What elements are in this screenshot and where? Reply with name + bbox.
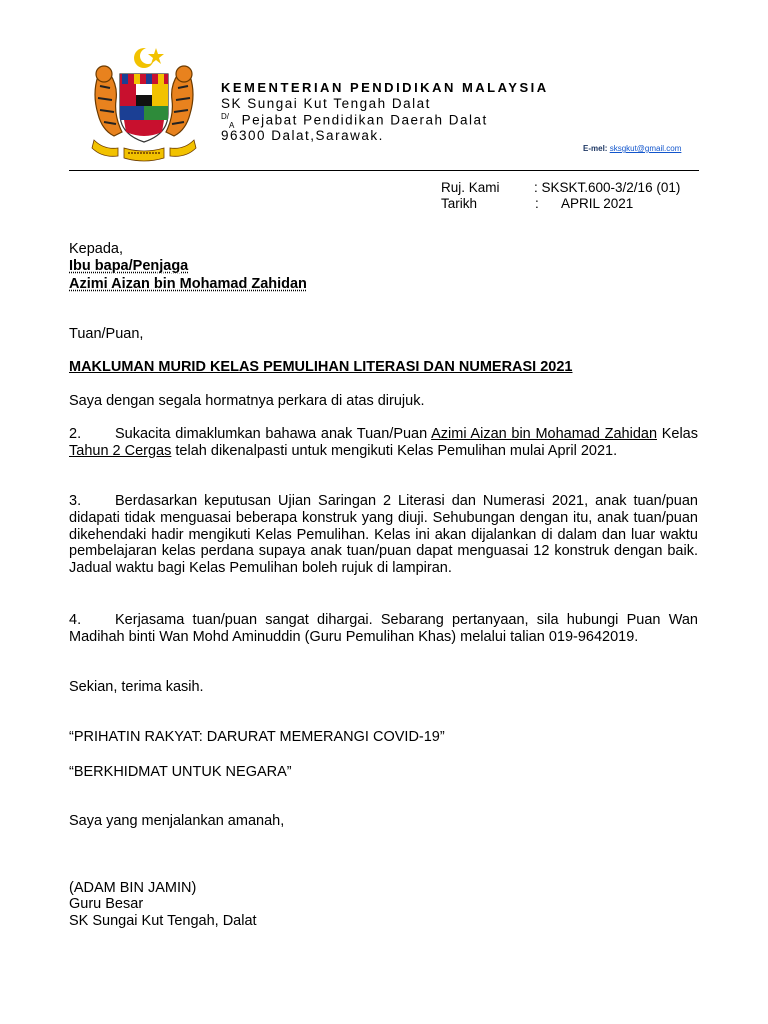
para-2-text-a: Sukacita dimaklumkan bahawa anak Tuan/Puan: [115, 426, 432, 442]
date-value: APRIL 2021: [561, 196, 634, 211]
paragraph-4: [69, 612, 698, 646]
para-3-number: 3.: [69, 493, 82, 509]
care-of-sub: A: [229, 121, 235, 131]
email-link[interactable]: sksgkut@gmail.com: [609, 144, 682, 153]
paragraph-1: Saya dengan segala hormatnya perkara di atas dirujuk.: [69, 393, 425, 409]
ruj-label: Ruj. Kami: [441, 180, 500, 195]
para-2-number: 2.: [69, 426, 82, 442]
email-label: E-mel:: [583, 144, 608, 153]
para-3-text: Berdasarkan keputusan Ujian Saringan 2 Literasi dan Numerasi 2021, anak tuan/puan didapati tidak menguasai beberapa konstruk yang diuji. Sehubungan dengan itu, anak tuan/puan dikehendaki hadir mengikuti Kelas Pemulihan. Kelas ini akan dijalankan di dalam dan luar waktu pembelajaran kelas perdana supaya anak tuan/puan dapat menguasai 12 konstruk dengan baik. Jadual waktu bagi Kelas Pemulihan boleh rujuk di lampiran.: [69, 493, 698, 577]
paragraph-3: [69, 493, 698, 577]
school-name: SK Sungai Kut Tengah Dalat: [221, 96, 431, 111]
recipient-to: Kepada,: [69, 241, 124, 257]
slogan-covid: “PRIHATIN RAKYAT: DARURAT MEMERANGI COVID-19”: [69, 729, 445, 745]
closing-text: Sekian, terima kasih.: [69, 679, 204, 695]
salutation: Tuan/Puan,: [69, 326, 144, 342]
student-name: Azimi Aizan bin Mohamad Zahidan: [431, 426, 658, 442]
signatory-title: Guru Besar: [69, 896, 144, 912]
student-class: Tahun 2 Cergas: [69, 442, 172, 459]
recipient-line1: Ibu bapa/Penjaga: [69, 258, 189, 274]
date-colon: :: [535, 196, 539, 211]
para-2-text-b: Kelas: [661, 426, 698, 442]
email-line: [583, 144, 681, 153]
office-name: Pejabat Pendidikan Daerah Dalat: [241, 112, 488, 128]
para-4-number: 4.: [69, 612, 82, 628]
date-label: Tarikh: [441, 196, 478, 211]
postal-address: 96300 Dalat,Sarawak.: [221, 128, 384, 143]
coat-of-arms-logo: [84, 44, 204, 164]
signatory-name: (ADAM BIN JAMIN): [69, 880, 197, 896]
subject-heading: MAKLUMAN MURID KELAS PEMULIHAN LITERASI DAN NUMERASI 2021: [69, 359, 573, 375]
signatory-school: SK Sungai Kut Tengah, Dalat: [69, 913, 257, 929]
paragraph-2: [69, 426, 698, 460]
ruj-value: : SKSKT.600-3/2/16 (01): [534, 180, 681, 195]
para-2-text-c: telah dikenalpasti untuk mengikuti Kelas Pemulihan mulai April 2021.: [171, 442, 618, 459]
ministry-name: KEMENTERIAN PENDIDIKAN MALAYSIA: [221, 80, 549, 95]
header-divider: [69, 170, 699, 171]
recipient-line2: Azimi Aizan bin Mohamad Zahidan: [69, 276, 307, 292]
slogan-negara: “BERKHIDMAT UNTUK NEGARA”: [69, 764, 292, 780]
trust-line: Saya yang menjalankan amanah,: [69, 813, 285, 829]
para-4-text: Kerjasama tuan/puan sangat dihargai. Sebarang pertanyaan, sila hubungi Puan Wan Madihah binti Wan Mohd Aminuddin (Guru Pemulihan Khas) melalui talian 019-9642019.: [69, 612, 698, 645]
care-of-sup: D/: [221, 112, 229, 121]
